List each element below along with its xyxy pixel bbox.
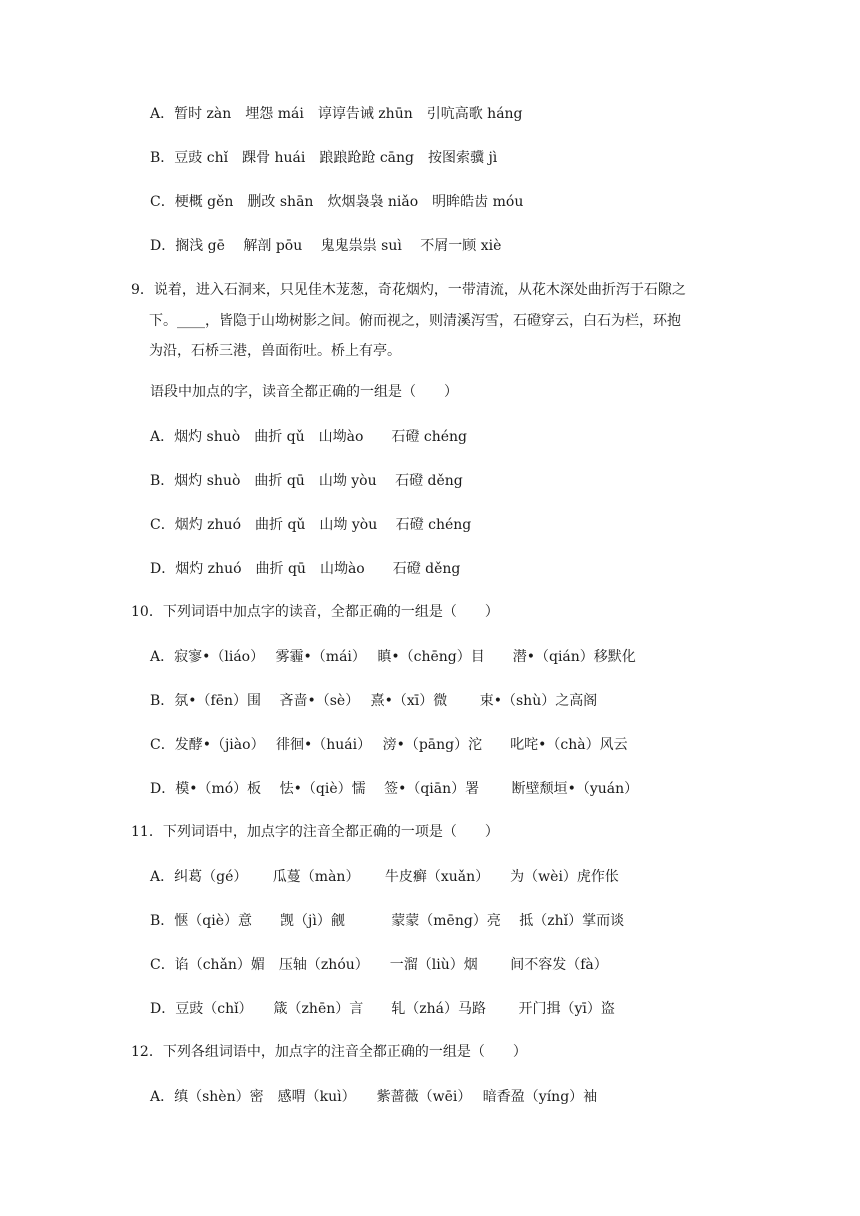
q9-stem-line-1: 9．说着，进入石洞来，只见佳木茏葱，奇花烟灼，一带清流，从花木深处曲折泻于石隙之 [131, 282, 686, 298]
q9-stem-line-3: 为沿，石桥三港，兽面衔吐。桥上有亭。 [149, 343, 401, 359]
q11-stem: 11．下列词语中，加点字的注音全都正确的一项是（ ） [131, 824, 499, 840]
q11-option-c: C．谄（chǎn）媚 压轴（zhóu） 一溜（liù）烟 间不容发（fà） [150, 957, 608, 973]
q8-option-c: C．梗概 gěn 删改 shān 炊烟袅袅 niǎo 明眸皓齿 móu [150, 194, 524, 210]
q12-stem: 12．下列各组词语中，加点字的注音全都正确的一组是（ ） [131, 1044, 527, 1060]
q9-option-b: B．烟灼 shuò 曲折 qū 山坳 yòu 石磴 děng [150, 473, 463, 489]
q8-option-b: B．豆豉 chǐ 踝骨 huái 踉踉跄跄 cāng 按图索骥 jì [150, 150, 498, 166]
q9-option-a: A．烟灼 shuò 曲折 qǔ 山坳ào 石磴 chéng [150, 429, 467, 445]
q11-option-d: D．豆豉（chǐ） 箴（zhēn）言 轧（zhá）马路 开门揖（yī）盗 [150, 1001, 615, 1017]
q8-option-a: A．暂时 zàn 埋怨 mái 谆谆告诫 zhūn 引吭高歌 háng [150, 106, 523, 122]
q10-option-b: B．氛•（fēn）围 吝啬•（sè） 熹•（xī）微 束•（shù）之高阁 [150, 693, 598, 709]
q10-stem: 10．下列词语中加点字的读音，全都正确的一组是（ ） [131, 604, 499, 620]
q9-stem-line-2: 下。____，皆隐于山坳树影之间。俯而视之，则清溪泻雪，石磴穿云，白石为栏，环抱 [149, 313, 681, 329]
q10-option-c: C．发酵•（jiào） 徘徊•（huái） 滂•（pāng）沱 叱咤•（chà）风云 [150, 737, 628, 753]
q9-option-c: C．烟灼 zhuó 曲折 qǔ 山坳 yòu 石磴 chéng [150, 517, 472, 533]
q10-option-d: D．模•（mó）板 怯•（qiè）懦 签•（qiān）署 断壁颓垣•（yuán） [150, 781, 639, 797]
q11-option-b: B．惬（qiè）意 觊（jì）觎 蒙蒙（mēng）亮 抵（zhǐ）掌而谈 [150, 913, 625, 929]
q10-option-a: A．寂寥•（liáo） 雾霾•（mái） 瞋•（chēng）目 潜•（qián）移默化 [150, 649, 636, 665]
q9-question: 语段中加点的字，读音全都正确的一组是（ ） [150, 384, 458, 400]
q12-option-a: A．缜（shèn）密 感喟（kuì） 紫蔷薇（wēi） 暗香盈（yíng）袖 [150, 1089, 598, 1105]
q8-option-d: D．搁浅 gē 解剖 pōu 鬼鬼祟祟 suì 不屑一顾 xiè [150, 238, 502, 254]
q9-option-d: D．烟灼 zhuó 曲折 qū 山坳ào 石磴 děng [150, 561, 461, 577]
q11-option-a: A．纠葛（gé） 瓜蔓（màn） 牛皮癣（xuǎn） 为（wèi）虎作伥 [150, 869, 619, 885]
